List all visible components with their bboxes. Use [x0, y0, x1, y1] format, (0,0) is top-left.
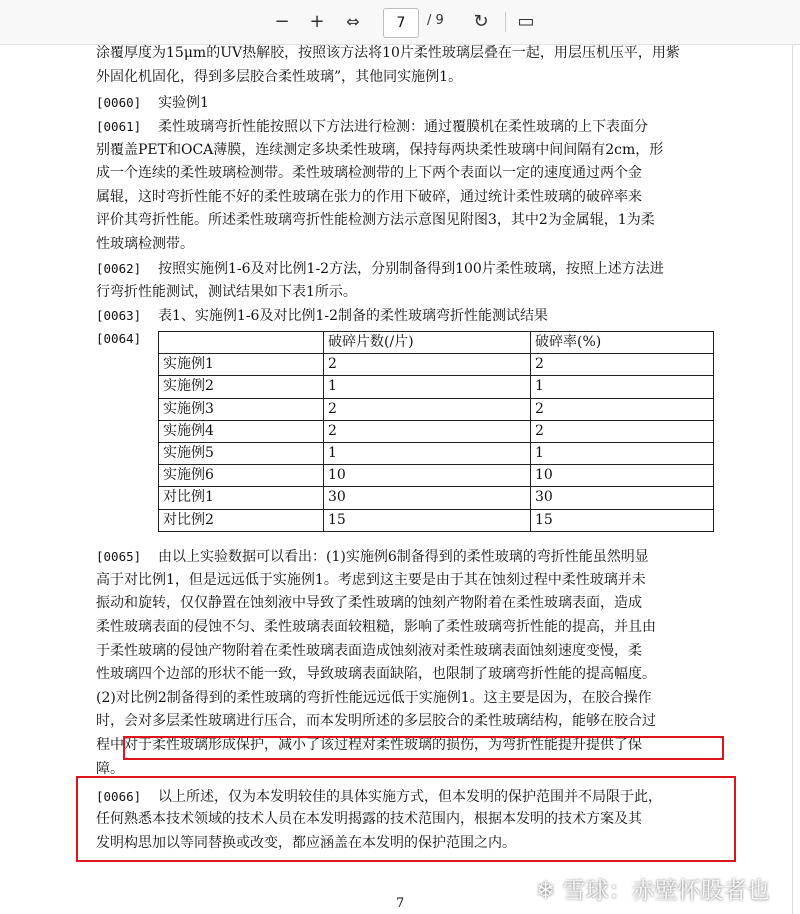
table-cell: 1 — [531, 376, 714, 398]
paragraph-number: [0064] — [96, 331, 142, 346]
table-cell: 10 — [531, 465, 714, 487]
page-number: 7 — [396, 896, 405, 911]
results-table — [158, 331, 714, 532]
table-cell: 2 — [324, 354, 531, 376]
text-line: 高于对比例1，但是远远低于实施例1。考虑到这主要是由于其在蚀刻过程中柔性玻璃并未 — [96, 572, 646, 588]
table-header-cell: 破碎率(%) — [531, 332, 714, 354]
table-cell: 1 — [324, 376, 531, 398]
table-row — [159, 354, 714, 376]
table-cell: 实施例6 — [159, 465, 324, 487]
paragraph-0062 — [96, 257, 664, 282]
page-edge — [792, 45, 793, 914]
table-header-cell: 破碎片数(/片) — [324, 332, 531, 354]
table-row — [159, 465, 714, 487]
table-cell: 15 — [531, 509, 714, 531]
text-line: 于柔性玻璃的侵蚀产物附着在柔性玻璃表面造成蚀刻液对柔性玻璃表面蚀刻速度变慢，柔 — [96, 643, 642, 659]
text-line: 实验例1 — [158, 95, 209, 111]
text-line: 振动和旋转，仅仅静置在蚀刻液中导致了柔性玻璃的蚀刻产物附着在柔性玻璃表面，造成 — [96, 595, 642, 611]
table-cell: 实施例1 — [159, 354, 324, 376]
paragraph-0061 — [96, 115, 648, 140]
fit-width-icon[interactable]: ⇔ — [346, 12, 360, 31]
table-cell: 2 — [531, 420, 714, 442]
table-row — [159, 420, 714, 442]
text-line: 性玻璃检测带。 — [96, 236, 194, 252]
paragraph-number: [0062] — [96, 261, 142, 276]
table-cell: 1 — [324, 442, 531, 464]
paragraph-number: [0060] — [96, 95, 142, 110]
paragraph-number: [0065] — [96, 549, 142, 564]
table-cell: 2 — [531, 354, 714, 376]
text-line: 涂覆厚度为15μm的UV热解胶，按照该方法将10片柔性玻璃层叠在一起，用层压机压平，用紫 — [96, 45, 680, 61]
pdf-toolbar — [0, 0, 800, 45]
text-line: (2)对比例2制备得到的柔性玻璃的弯折性能远远低于实施例1。这主要是因为，在胶合操作 — [96, 690, 652, 706]
text-line: 发明构思加以等同替换或改变，都应涵盖在本发明的保护范围之内。 — [96, 835, 516, 851]
table-cell: 1 — [531, 442, 714, 464]
text-line: 由以上实验数据可以看出：(1)实施例6制备得到的柔性玻璃的弯折性能虽然明显 — [158, 549, 649, 565]
table-cell: 15 — [324, 509, 531, 531]
paragraph-0064 — [96, 327, 158, 352]
table-cell: 实施例2 — [159, 376, 324, 398]
page-number-input[interactable]: 7 — [383, 8, 419, 38]
text-line: 别覆盖PET和OCA薄膜，连续测定多块柔性玻璃，保持每两块柔性玻璃中间间隔有2cm，形 — [96, 142, 664, 158]
text-line: 评价其弯折性能。所述柔性玻璃弯折性能检测方法示意图见附图3，其中2为金属辊，1为柔 — [96, 212, 655, 228]
text-line: 按照实施例1-6及对比例1-2方法，分别制备得到100片柔性玻璃，按照上述方法进 — [158, 261, 664, 277]
table-cell: 30 — [324, 487, 531, 509]
table-row — [159, 509, 714, 531]
total-pages-label: / 9 — [427, 13, 444, 28]
text-line: 行弯折性能测试，测试结果如下表1所示。 — [96, 284, 357, 300]
highlight-box — [123, 736, 724, 760]
table-caption: 表1、实施例1-6及对比例1-2制备的柔性玻璃弯折性能测试结果 — [158, 308, 548, 324]
paragraph-number: [0061] — [96, 119, 142, 134]
text-line: 柔性玻璃弯折性能按照以下方法进行检测：通过覆膜机在柔性玻璃的上下表面分 — [158, 119, 648, 135]
table-cell: 30 — [531, 487, 714, 509]
table-row — [159, 376, 714, 398]
paragraph-number: [0066] — [96, 789, 142, 804]
text-line: 以上所述，仅为本发明较佳的具体实施方式，但本发明的保护范围并不局限于此， — [158, 789, 662, 805]
paragraph-0063 — [96, 304, 548, 329]
view-mode-icon[interactable]: ▭ — [517, 11, 535, 32]
table-row — [159, 398, 714, 420]
table-cell: 10 — [324, 465, 531, 487]
highlight-box — [76, 776, 736, 862]
table-cell: 实施例5 — [159, 442, 324, 464]
text-line: 时，会对多层柔性玻璃进行压合，而本发明所述的多层胶合的柔性玻璃结构，能够在胶合过 — [96, 713, 656, 729]
rotate-icon[interactable]: ↻ — [473, 11, 489, 32]
text-line: 外固化机固化，得到多层胶合柔性玻璃”，其他同实施例1。 — [96, 69, 463, 85]
table-cell: 2 — [324, 420, 531, 442]
paragraph-0060 — [96, 91, 209, 116]
table-cell: 实施例4 — [159, 420, 324, 442]
text-line: 任何熟悉本技术领域的技术人员在本发明揭露的技术范围内，根据本发明的技术方案及其 — [96, 811, 642, 827]
text-line: 柔性玻璃表面的侵蚀不匀、柔性玻璃表面较粗糙，影响了柔性玻璃弯折性能的提高，并且由 — [96, 619, 656, 635]
text-line: 程中对于柔性玻璃形成保护，减小了该过程对柔性玻璃的损伤，为弯折性能提升提供了保 — [96, 737, 642, 753]
paragraph-number: [0063] — [96, 308, 142, 323]
table-cell: 对比例2 — [159, 509, 324, 531]
table-cell: 实施例3 — [159, 398, 324, 420]
table-cell: 2 — [324, 398, 531, 420]
text-line: 属辊，这时弯折性能不好的柔性玻璃在张力的作用下破碎，通过统计柔性玻璃的破碎率来 — [96, 189, 642, 205]
text-line: 成一个连续的柔性玻璃检测带。柔性玻璃检测带的上下两个表面以一定的速度通过两个金 — [96, 165, 642, 181]
paragraph-0065 — [96, 545, 649, 570]
zoom-in-icon[interactable]: + — [309, 11, 325, 32]
text-line: 性玻璃四个边部的形状不能一致，导致玻璃表面缺陷，也限制了玻璃弯折性能的提高幅度。 — [96, 666, 656, 682]
table-cell: 2 — [531, 398, 714, 420]
table-header-cell — [159, 332, 324, 354]
table-row — [159, 442, 714, 464]
watermark: ❄ 雪球：赤壁怀股者也 — [536, 878, 770, 904]
toolbar-divider — [505, 12, 506, 32]
zoom-out-icon[interactable]: − — [274, 11, 290, 32]
table-cell: 对比例1 — [159, 487, 324, 509]
table-row — [159, 487, 714, 509]
table-header-row — [159, 332, 714, 354]
text-line: 障。 — [96, 761, 124, 777]
